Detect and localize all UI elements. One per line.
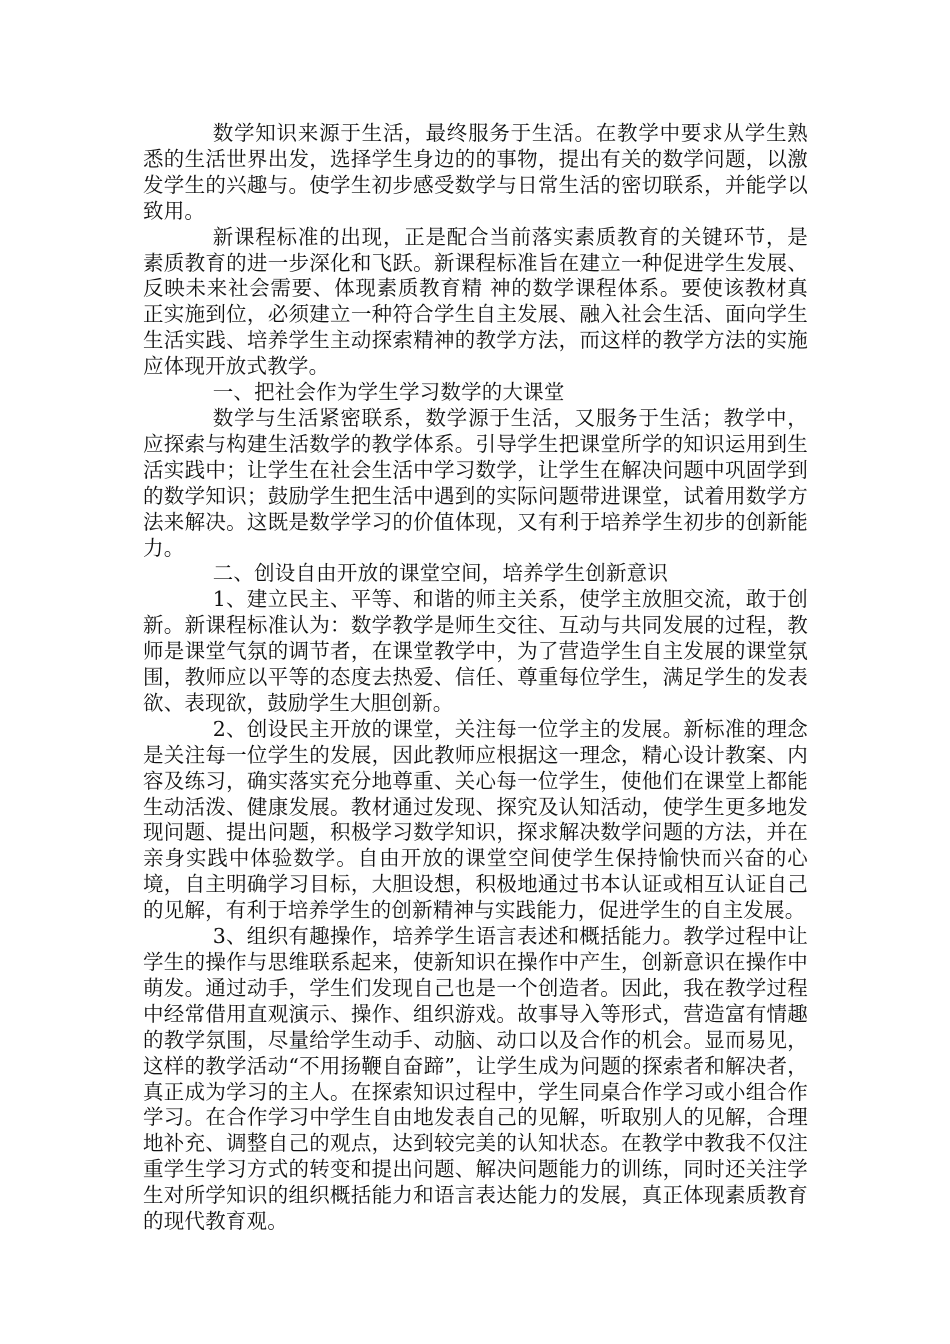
paragraph-item-3: 3、组织有趣操作，培养学生语言表述和概括能力。教学过程中让学生的操作与思维联系起来，使新知识在操作中产生，创新意识在操作中萌发。通过动手，学生们发现自己也是一个创造者。因此，我在教学过程中经常借用直观演示、操作、组织游戏。故事导入等形式，营造富有情趣的教学氛围，尽量给学生动手、动脑、动口以及合作的机会。显而易见，这样的教学活动“不用扬鞭自奋蹄”，让学生成为问题的探索者和解决者，真正成为学习的主人。在探索知识过程中，学生同桌合作学习或小组合作学习。在合作学习中学生自由地发表自己的见解，听取别人的见解，合理地补充、调整自己的观点，达到较完美的认知状态。在教学中教我不仅注重学生学习方式的转变和提出问题、解决问题能力的训练，同时还关注学生对所学知识的组织概括能力和语言表达能力的发展，真正体现素质教育的现代教育观。 bbox=[143, 924, 808, 1234]
paragraph-section-1: 数学与生活紧密联系，数学源于生活，又服务于生活；教学中，应探索与构建生活数学的教学体系。引导学生把课堂所学的知识运用到生活实践中；让学生在社会生活中学习数学，让学生在解决问题中巩固学到的数学知识；鼓励学生把生活中遇到的实际问题带进课堂，试着用数学方法来解决。这既是数学学习的价值体现，又有利于培养学生初步的创新能力。 bbox=[143, 405, 808, 560]
section-heading-1: 一、把社会作为学生学习数学的大课堂 bbox=[212, 380, 565, 405]
document-body bbox=[143, 121, 808, 1235]
paragraph-intro: 数学知识来源于生活，最终服务于生活。在教学中要求从学生熟悉的生活世界出发，选择学生身边的的事物，提出有关的数学问题，以激发学生的兴趣与。使学生初步感受数学与日常生活的密切联系，并能学以致用。 bbox=[143, 121, 808, 223]
paragraph-item-1: 1、建立民主、平等、和谐的师主关系，使学主放胆交流，敢于创新。新课程标准认为：数学教学是师生交往、互动与共同发展的过程，教师是课堂气氛的调节者，在课堂教学中，为了营造学生自主发展的课堂氛围，教师应以平等的态度去热爱、信任、尊重每位学生，满足学生的发表欲、表现欲，鼓励学生大胆创新。 bbox=[143, 587, 808, 715]
section-heading-2: 二、创设自由开放的课堂空间，培养学生创新意识 bbox=[212, 561, 669, 586]
paragraph-new-curriculum: 新课程标准的出现，正是配合当前落实素质教育的关键环节，是素质教育的进一步深化和飞跃。新课程标准旨在建立一种促进学生发展、反映未来社会需要、体现素质教育精 神的数学课程体系。要使该教材真正实施到位，必须建立一种符合学生自主发展、融入社会生活、面向学生生活实践、培养学生主动探索精神的教学方法，而这样的教学方法的实施应体现开放式教学。 bbox=[143, 224, 808, 379]
paragraph-item-2: 2、创设民主开放的课堂，关注每一位学主的发展。新标准的理念是关注每一位学生的发展，因此教师应根据这一理念，精心设计教案、内容及练习，确实落实充分地尊重、关心每一位学生，使他们在课堂上都能生动活泼、健康发展。教材通过发现、探究及认知活动，使学生更多地发现问题、提出问题，积极学习数学知识，探求解决数学问题的方法，并在亲身实践中体验数学。自由开放的课堂空间使学生保持愉快而兴奋的心境，自主明确学习目标，大胆设想，积极地通过书本认证或相互认证自己的见解，有利于培养学生的创新精神与实践能力，促进学生的自主发展。 bbox=[143, 716, 808, 923]
